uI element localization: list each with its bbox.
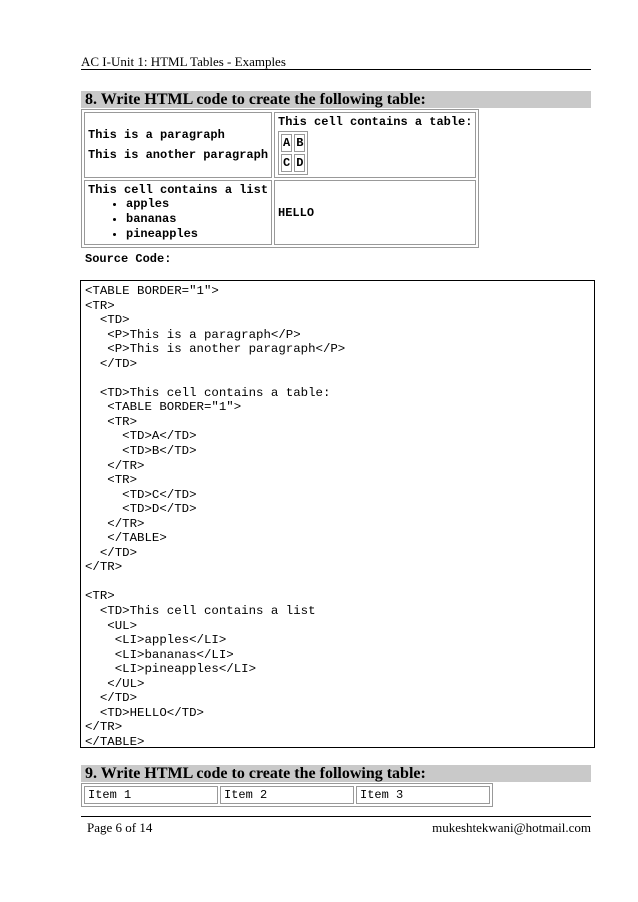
table-row (84, 786, 490, 804)
nested-table (278, 131, 308, 175)
item-cell-2: Item 2 (220, 786, 354, 804)
example-table-8 (81, 109, 479, 248)
list-item: • apples (126, 197, 268, 212)
nested-cell-c: C (283, 156, 291, 170)
footer-rule (81, 816, 591, 817)
table-row (281, 154, 305, 172)
source-code-box (80, 280, 595, 748)
nested-cell-d: D (296, 156, 304, 170)
source-code-label: Source Code: (85, 252, 172, 266)
nested-table-cell (274, 112, 476, 178)
paragraph-1: This is a paragraph (88, 128, 225, 142)
page-number: Page 6 of 14 (87, 820, 153, 835)
table-row (84, 180, 476, 245)
source-code: <TABLE BORDER="1"> <TR> <TD> <P>This is a paragraph</P> <P>This is another paragraph</P> </TD> <TD>This cell contains a table: <TABLE BORDER="1"> <TR> <TD>A</TD> <TD>B</TD> </TR> <TR> <TD>C</TD> <TD>D</TD> </TR> </TABLE> </TD> </TR> <TR> <TD>This cell contains a list <UL> <LI>apples</LI> <LI>bananas</LI> <LI>pineapples</LI> </UL> </TD> <TD>HELLO</TD> </TR> </TABLE> (85, 284, 346, 749)
question-9-heading: 9. Write HTML code to create the following table: (81, 765, 591, 782)
nested-cell-a: A (283, 136, 291, 150)
list-cell (84, 180, 272, 245)
page-header-title: AC I-Unit 1: HTML Tables - Examples (81, 54, 286, 69)
list-item: • bananas (126, 212, 268, 227)
item-cell-3: Item 3 (356, 786, 490, 804)
hello-cell: HELLO (274, 180, 476, 245)
table-row (84, 112, 476, 178)
nested-table-caption: This cell contains a table: (278, 115, 473, 129)
fruit-list (88, 197, 268, 242)
question-8-heading: 8. Write HTML code to create the following table: (81, 91, 591, 108)
example-table-9 (81, 783, 493, 807)
header-rule (81, 69, 591, 70)
paragraph-2: This is another paragraph (88, 148, 269, 162)
item-cell-1: Item 1 (84, 786, 218, 804)
list-caption: This cell contains a list (88, 183, 269, 197)
paragraph-cell (84, 112, 272, 178)
table-row (281, 134, 305, 152)
nested-cell-b: B (296, 136, 304, 150)
list-item: • pineapples (126, 227, 268, 242)
author-email: mukeshtekwani@hotmail.com (432, 820, 591, 835)
